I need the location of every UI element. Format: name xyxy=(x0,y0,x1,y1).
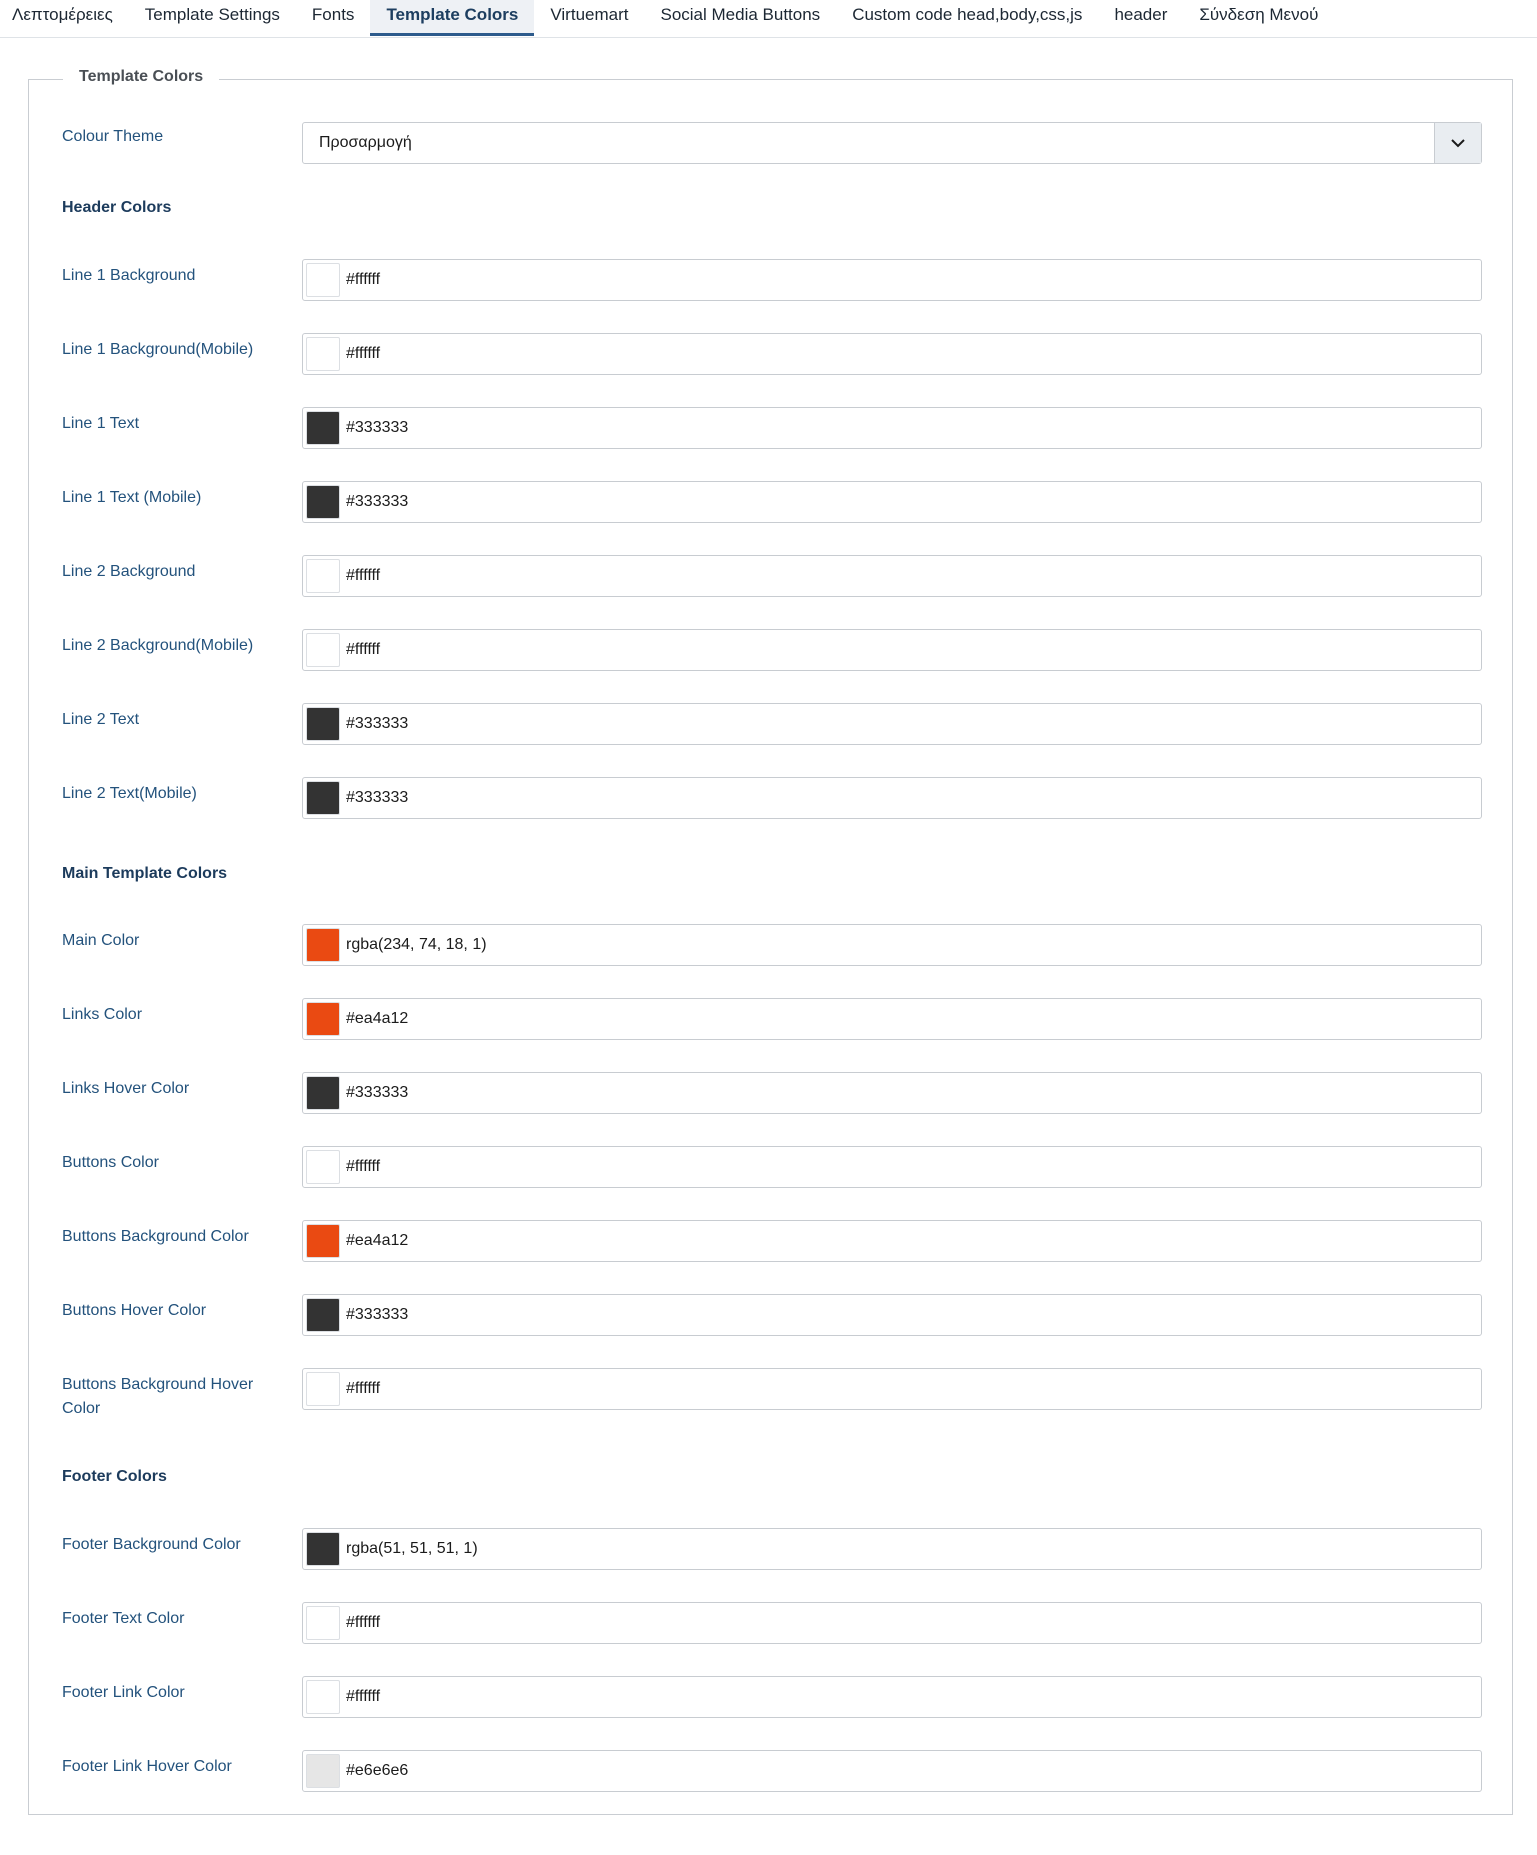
color-label: Line 1 Background(Mobile) xyxy=(62,341,254,358)
color-label: Buttons Background Color xyxy=(62,1228,249,1245)
chevron-down-icon[interactable] xyxy=(1434,123,1481,163)
color-label: Line 1 Background xyxy=(62,267,196,284)
color-input[interactable] xyxy=(302,924,1482,966)
tab-virtuemart[interactable]: Virtuemart xyxy=(550,5,629,24)
color-swatch[interactable] xyxy=(306,1680,340,1714)
tab-custom-code[interactable]: Custom code head,body,css,js xyxy=(852,5,1083,24)
color-input[interactable] xyxy=(302,1294,1482,1336)
color-swatch[interactable] xyxy=(306,337,340,371)
color-label: Line 2 Background xyxy=(62,563,196,580)
color-value: #333333 xyxy=(346,1084,409,1101)
tab-social-media-buttons[interactable]: Social Media Buttons xyxy=(660,5,821,24)
color-value: #ffffff xyxy=(346,641,381,658)
color-input[interactable] xyxy=(302,407,1482,449)
color-input[interactable] xyxy=(302,1368,1482,1410)
color-label: Line 1 Text xyxy=(62,415,140,432)
color-label: Line 2 Text(Mobile) xyxy=(62,785,197,802)
color-input[interactable] xyxy=(302,1676,1482,1718)
tab-bar xyxy=(0,0,1537,38)
tab-header[interactable]: header xyxy=(1114,5,1168,24)
color-label: Buttons Background Hover Color xyxy=(62,1376,254,1417)
color-value: #333333 xyxy=(346,1306,409,1323)
color-label: Links Hover Color xyxy=(62,1080,190,1097)
color-value: #ea4a12 xyxy=(346,1232,409,1249)
color-value: #ffffff xyxy=(346,1158,381,1175)
color-label: Buttons Hover Color xyxy=(62,1302,207,1319)
color-value: #e6e6e6 xyxy=(346,1762,409,1779)
color-swatch[interactable] xyxy=(306,411,340,445)
color-input[interactable] xyxy=(302,1146,1482,1188)
color-swatch[interactable] xyxy=(306,1532,340,1566)
color-value: rgba(234, 74, 18, 1) xyxy=(346,936,487,953)
color-swatch[interactable] xyxy=(306,1606,340,1640)
color-input[interactable] xyxy=(302,777,1482,819)
color-input[interactable] xyxy=(302,481,1482,523)
section-title-main: Main Template Colors xyxy=(62,865,228,882)
color-swatch[interactable] xyxy=(306,1224,340,1258)
color-value: #333333 xyxy=(346,789,409,806)
color-label: Links Color xyxy=(62,1006,143,1023)
color-input[interactable] xyxy=(302,333,1482,375)
color-input[interactable] xyxy=(302,1072,1482,1114)
color-label: Line 2 Text xyxy=(62,711,140,728)
color-value: #333333 xyxy=(346,715,409,732)
color-swatch[interactable] xyxy=(306,485,340,519)
tab-menu-link[interactable]: Σύνδεση Μενού xyxy=(1199,5,1319,24)
section-title-footer: Footer Colors xyxy=(62,1468,167,1485)
color-value: #333333 xyxy=(346,493,409,510)
color-label: Footer Link Color xyxy=(62,1684,185,1701)
color-swatch[interactable] xyxy=(306,1372,340,1406)
tab-template-colors[interactable]: Template Colors xyxy=(370,0,534,36)
color-swatch[interactable] xyxy=(306,1002,340,1036)
colour-theme-value: Προσαρμογή xyxy=(319,134,412,151)
color-input[interactable] xyxy=(302,998,1482,1040)
color-input[interactable] xyxy=(302,629,1482,671)
color-label: Main Color xyxy=(62,932,140,949)
colour-theme-label: Colour Theme xyxy=(62,128,164,145)
color-input[interactable] xyxy=(302,1528,1482,1570)
color-swatch[interactable] xyxy=(306,1754,340,1788)
color-input[interactable] xyxy=(302,555,1482,597)
color-value: #ffffff xyxy=(346,345,381,362)
color-input[interactable] xyxy=(302,703,1482,745)
color-label: Footer Link Hover Color xyxy=(62,1758,232,1775)
colour-theme-select[interactable] xyxy=(302,122,1482,164)
color-label: Buttons Color xyxy=(62,1154,159,1171)
color-value: #ffffff xyxy=(346,1380,381,1397)
color-value: rgba(51, 51, 51, 1) xyxy=(346,1540,478,1557)
color-swatch[interactable] xyxy=(306,707,340,741)
color-input[interactable] xyxy=(302,1602,1482,1644)
color-label: Footer Text Color xyxy=(62,1610,185,1627)
color-swatch[interactable] xyxy=(306,1150,340,1184)
tab-template-settings[interactable]: Template Settings xyxy=(144,5,280,24)
color-value: #ffffff xyxy=(346,1614,381,1631)
color-swatch[interactable] xyxy=(306,1298,340,1332)
color-input[interactable] xyxy=(302,259,1482,301)
color-label: Footer Background Color xyxy=(62,1536,241,1553)
color-swatch[interactable] xyxy=(306,781,340,815)
color-value: #ea4a12 xyxy=(346,1010,409,1027)
color-swatch[interactable] xyxy=(306,263,340,297)
color-value: #ffffff xyxy=(346,567,381,584)
color-value: #ffffff xyxy=(346,271,381,288)
tab-fonts[interactable]: Fonts xyxy=(311,5,355,24)
color-label: Line 1 Text (Mobile) xyxy=(62,489,202,506)
color-swatch[interactable] xyxy=(306,633,340,667)
template-colors-fieldset xyxy=(28,68,1513,1815)
color-swatch[interactable] xyxy=(306,928,340,962)
color-swatch[interactable] xyxy=(306,559,340,593)
color-swatch[interactable] xyxy=(306,1076,340,1110)
color-input[interactable] xyxy=(302,1220,1482,1262)
color-label: Line 2 Background(Mobile) xyxy=(62,637,254,654)
color-value: #333333 xyxy=(346,419,409,436)
color-value: #ffffff xyxy=(346,1688,381,1705)
fieldset-legend: Template Colors xyxy=(63,68,219,86)
section-title-header: Header Colors xyxy=(62,199,172,216)
tab-details[interactable]: Λεπτομέρειες xyxy=(12,5,113,24)
color-input[interactable] xyxy=(302,1750,1482,1792)
